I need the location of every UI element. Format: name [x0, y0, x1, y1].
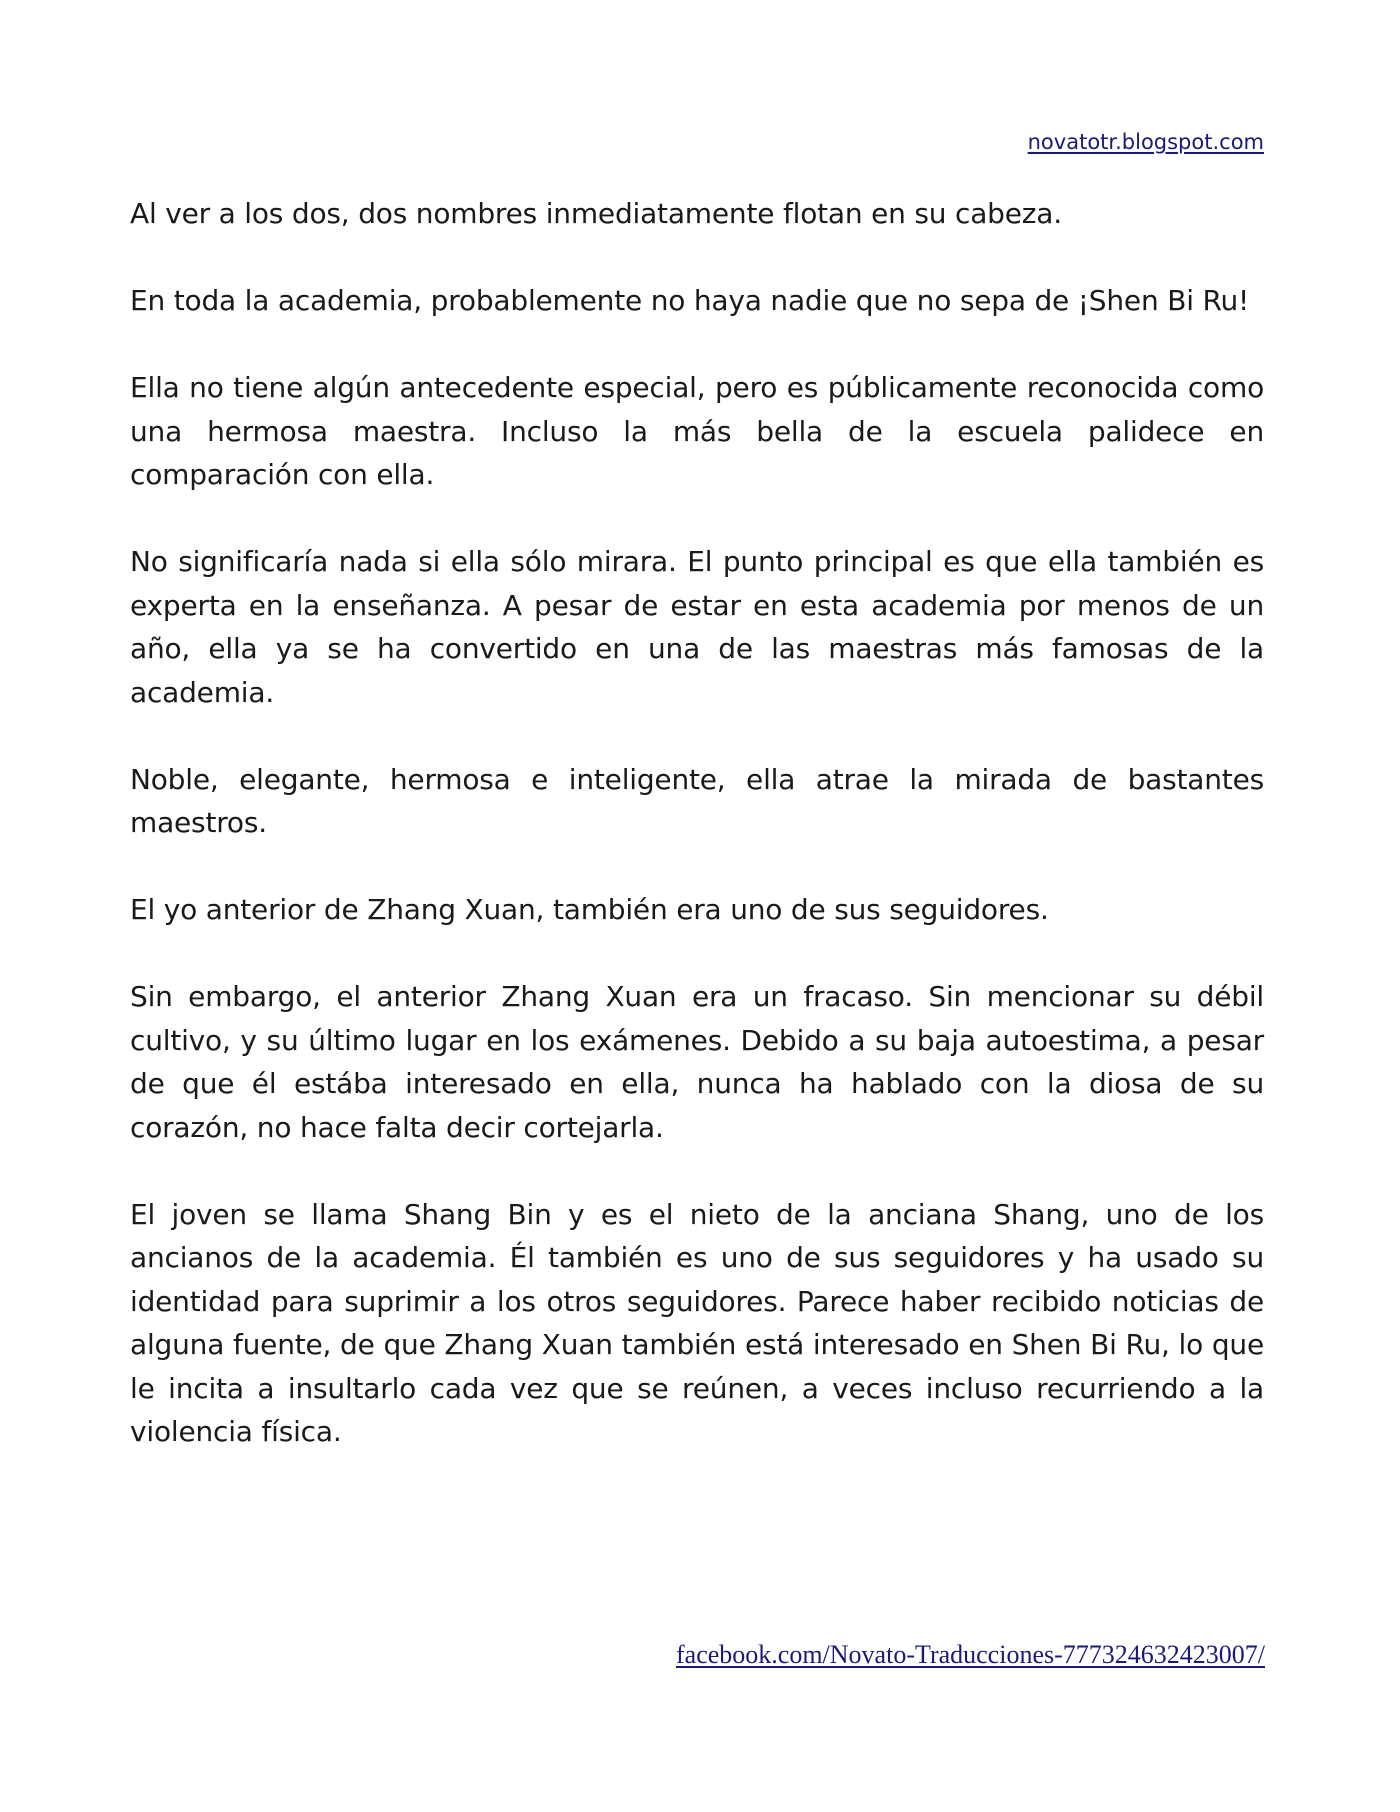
paragraph: No significaría nada si ella sólo mirara. El punto principal es que ella también es experta en la enseñanza. A pesar de estar en esta academia por menos de un año, ella ya se ha convertido en una de las maestras más famosas de la academia. — [130, 545, 1264, 709]
paragraph: Ella no tiene algún antecedente especial, pero es públicamente reconocida como una hermosa maestra. Incluso la más bella de la escuela palidece en comparación con ella. — [130, 371, 1264, 491]
paragraph: Sin embargo, el anterior Zhang Xuan era un fracaso. Sin mencionar su débil cultivo, y su último lugar en los exámenes. Debido a su baja autoestima, a pesar de que él estába interesado en ella, nunca ha hablado con la diosa de su corazón, no hace falta decir cortejarla. — [130, 980, 1264, 1144]
paragraph: El joven se llama Shang Bin y es el nieto de la anciana Shang, uno de los ancianos de la academia. Él también es uno de sus seguidores y ha usado su identidad para suprimir a los otros seguidores. Parece haber recibido noticias de alguna fuente, de que Zhang Xuan también está interesado en Shen Bi Ru, lo que le incita a insultarlo cada vez que se reúnen, a veces incluso recurriendo a la violencia física. — [130, 1197, 1264, 1448]
facebook-link[interactable]: facebook.com/Novato-Traducciones-777324632423007/ — [676, 1640, 1265, 1669]
document-body — [130, 192, 1264, 1497]
paragraph: En toda la academia, probablemente no haya nadie que no sepa de ¡Shen Bi Ru! — [130, 284, 1250, 317]
paragraph: Noble, elegante, hermosa e inteligente, ella atrae la mirada de bastantes maestros. — [130, 762, 1264, 839]
paragraph: El yo anterior de Zhang Xuan, también era uno de sus seguidores. — [130, 893, 1049, 926]
blog-link[interactable]: novatotr.blogspot.com — [1027, 130, 1264, 154]
paragraph: Al ver a los dos, dos nombres inmediatamente flotan en su cabeza. — [130, 197, 1062, 230]
